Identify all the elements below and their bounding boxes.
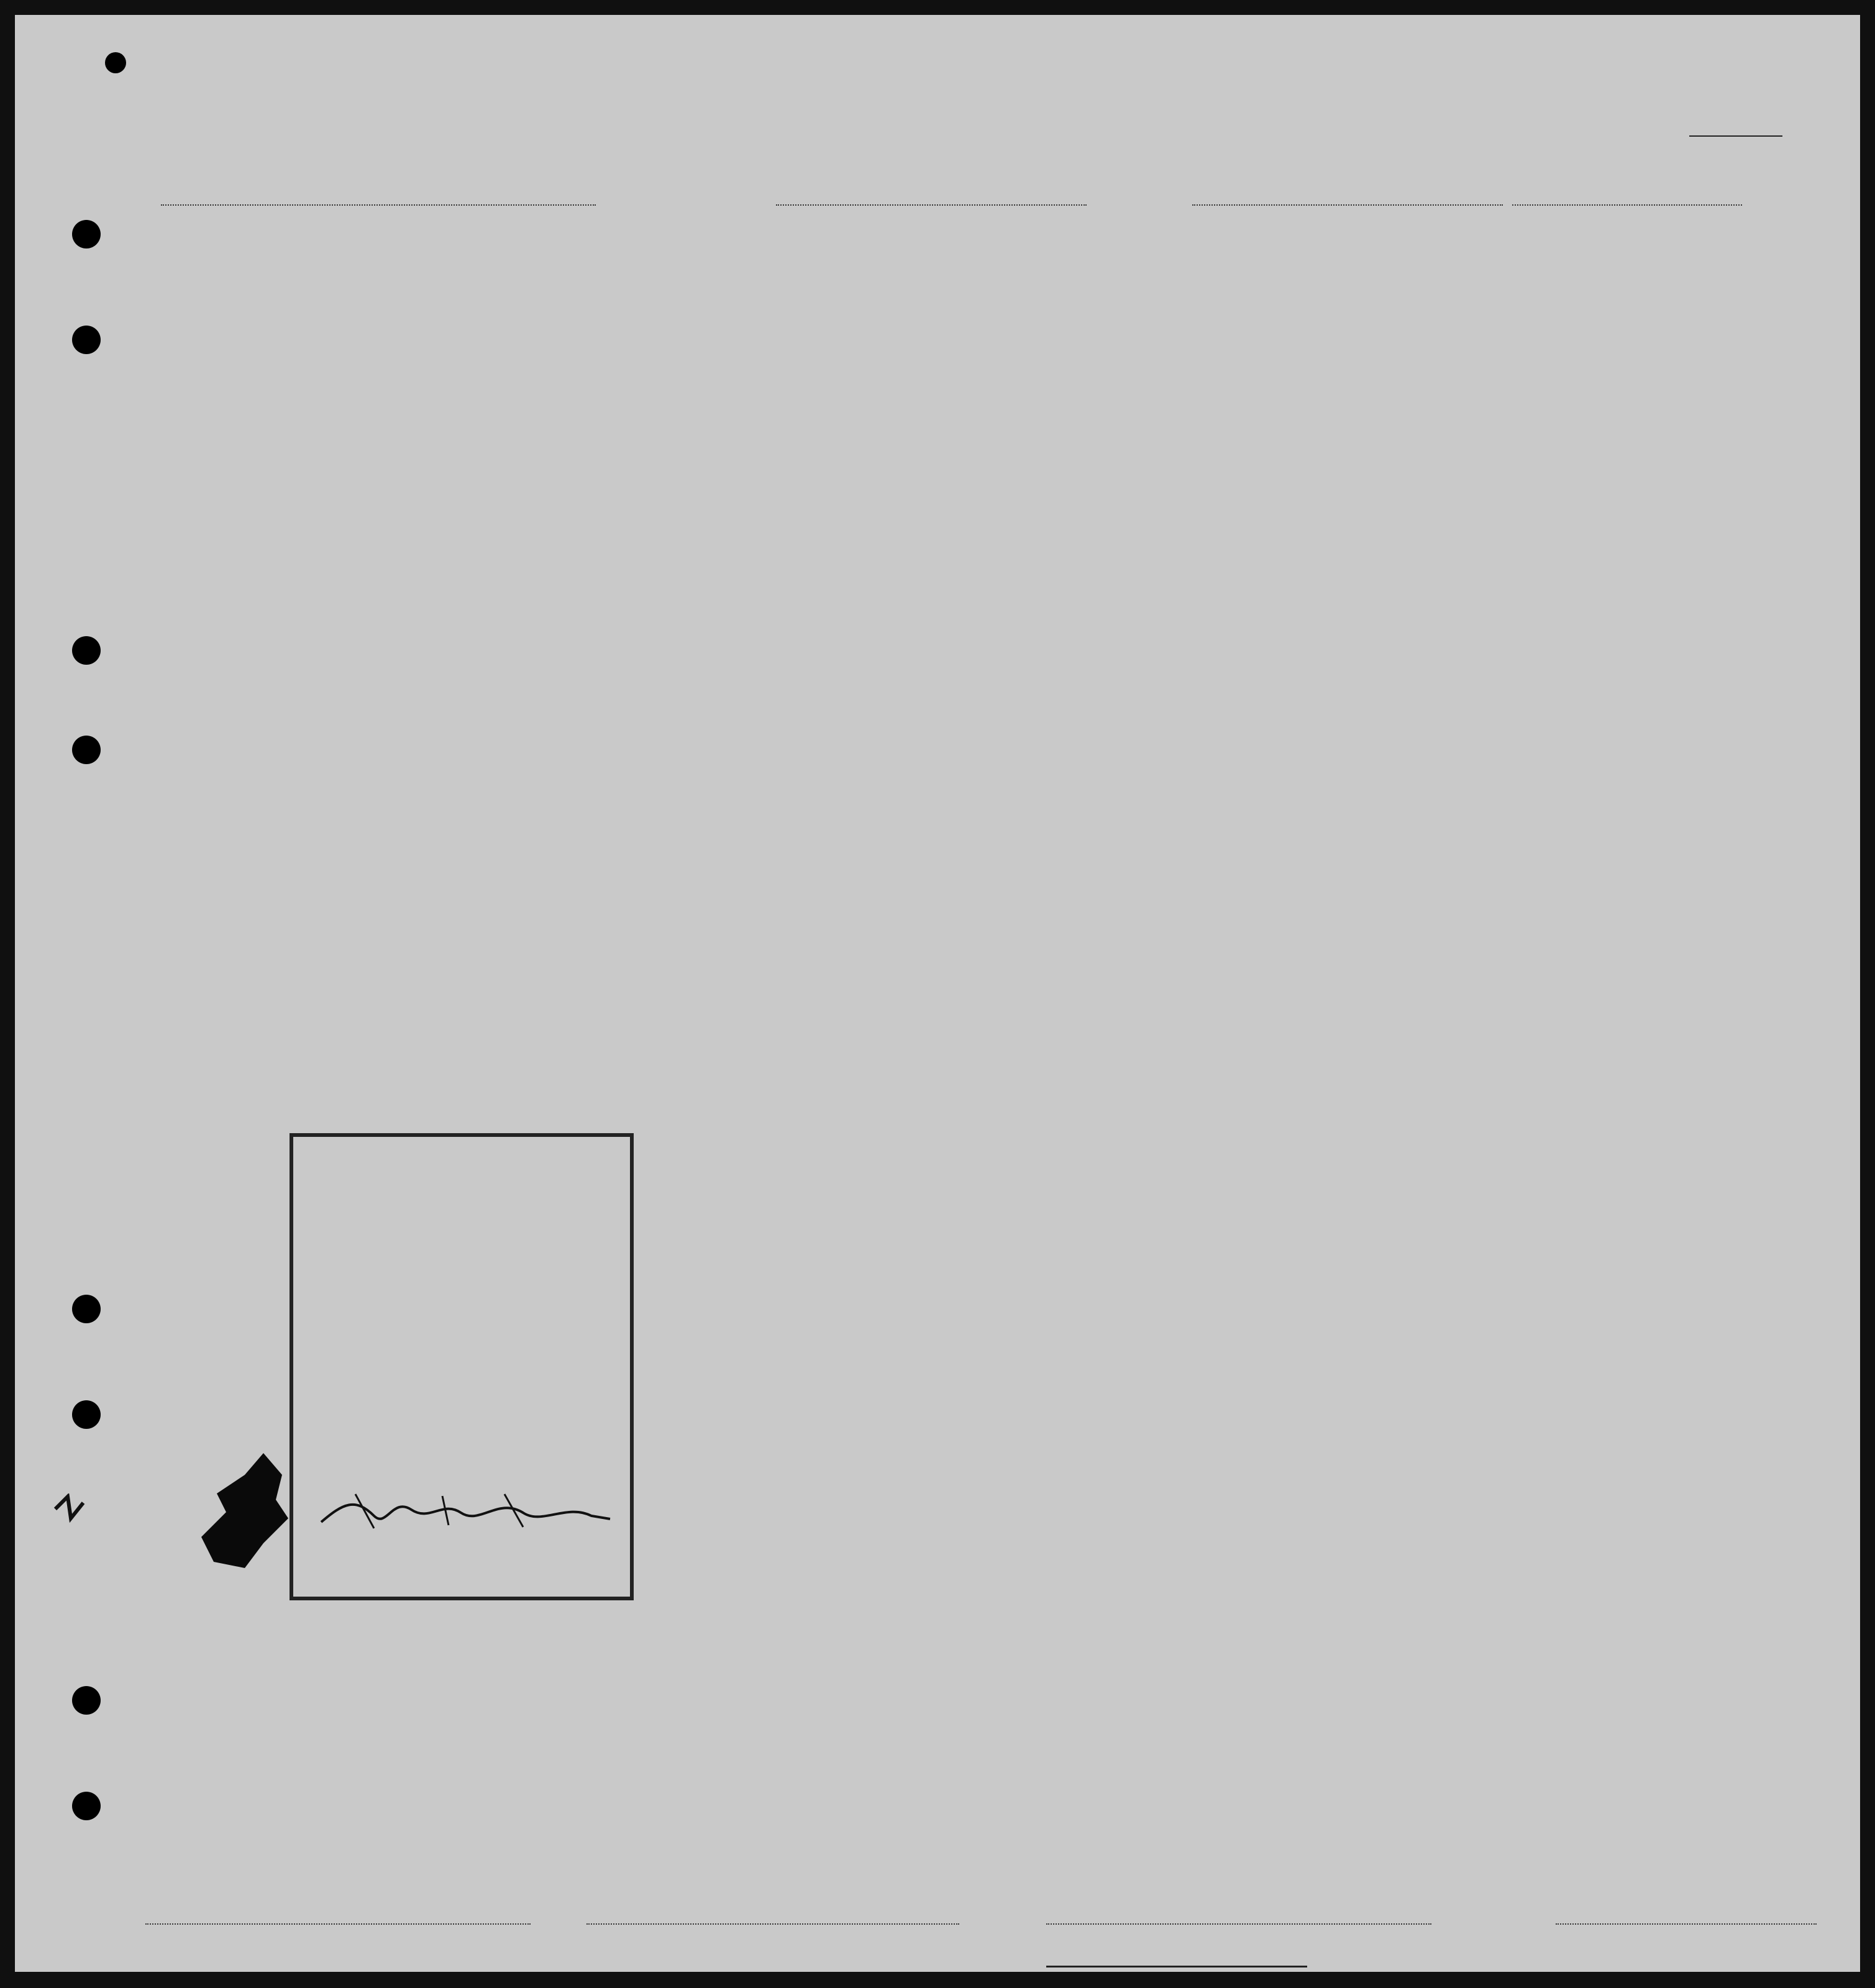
manifest-page (15, 15, 1860, 1972)
consulate-visa-stamp (290, 1133, 634, 1600)
owners-underline (586, 1923, 959, 1925)
manifest-grid (15, 15, 1860, 1972)
agents-underline (1046, 1923, 1431, 1925)
officer-underline (1556, 1923, 1817, 1925)
signature-underline (1046, 1966, 1307, 1967)
seal-ink-blot (189, 1450, 294, 1574)
margin-mark (52, 1493, 89, 1525)
line-underline (145, 1923, 531, 1925)
consul-signature (318, 1491, 616, 1534)
